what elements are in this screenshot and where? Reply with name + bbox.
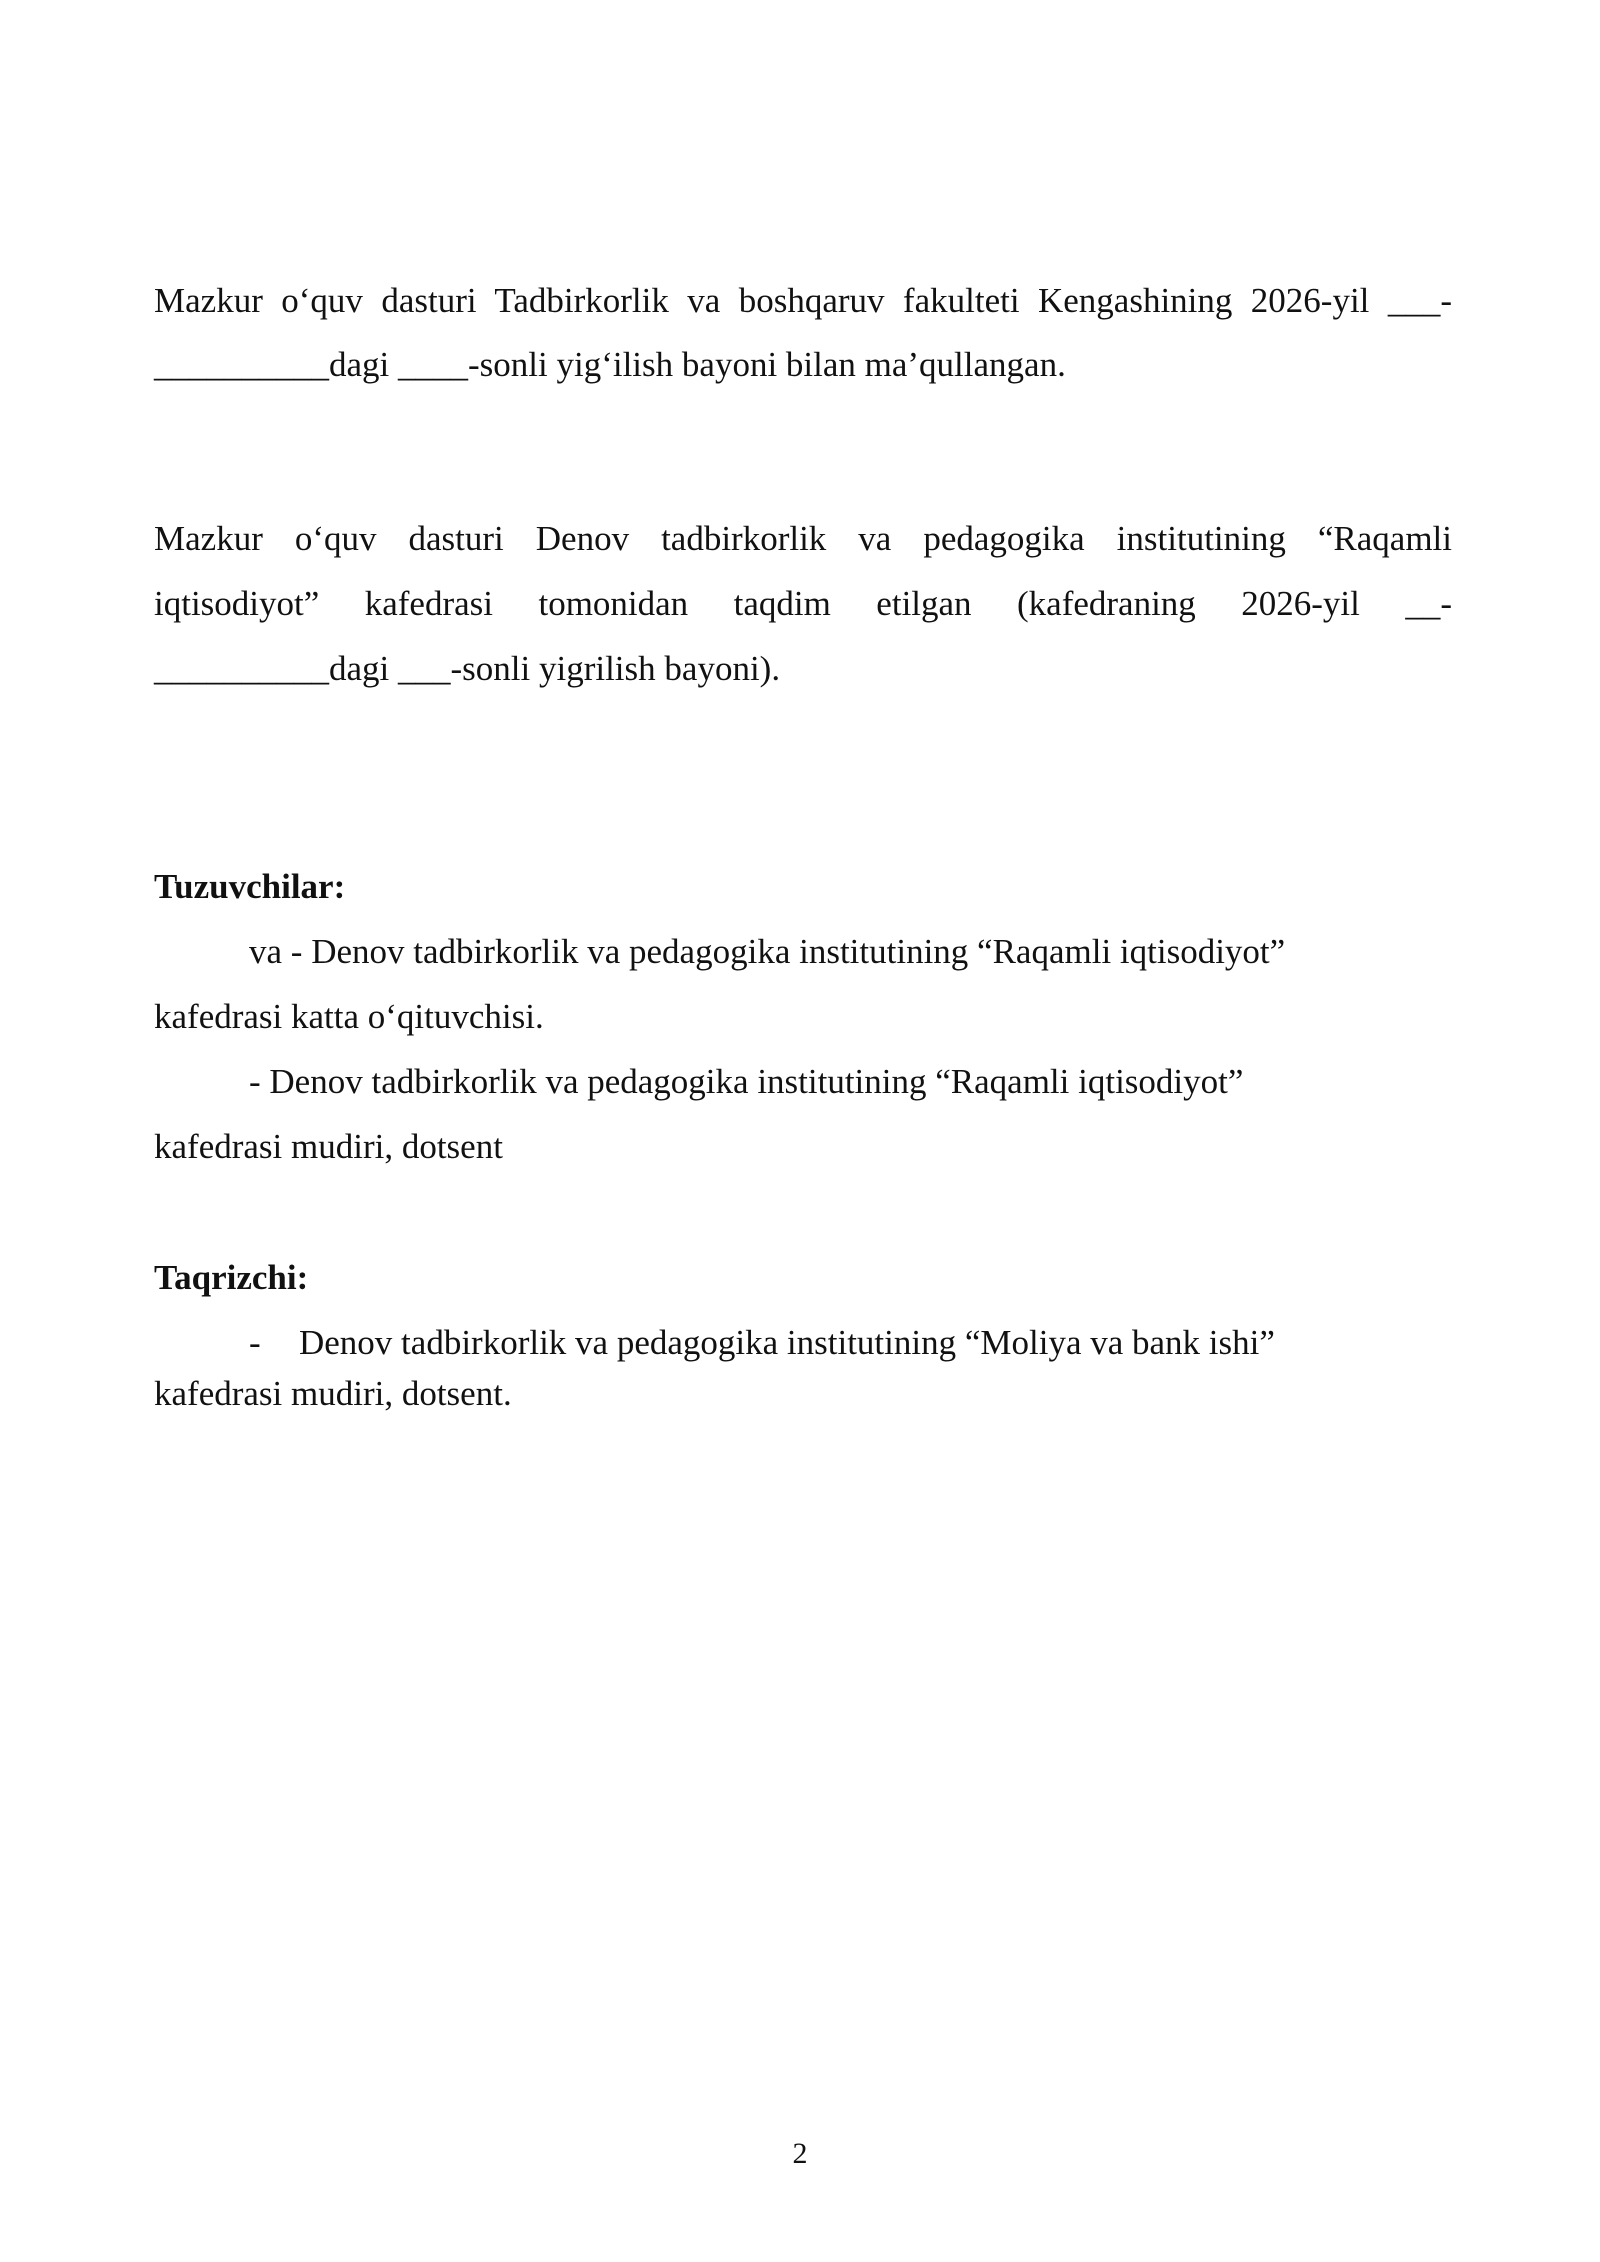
department-approval-line-1: Mazkur o‘quv dasturi Denov tadbirkorlik va pedagogika institutining “Raqamli [154,519,1452,558]
faculty-approval-line-2: __________dagi ____-sonli yig‘ilish bayoni bilan ma’qullangan. [154,345,1066,384]
reviewer-line-1: Denov tadbirkorlik va pedagogika institutining “Moliya va bank ishi” [299,1323,1275,1362]
page-number: 2 [792,2137,808,2170]
author-2-line-1: - Denov tadbirkorlik va pedagogika institutining “Raqamli iqtisodiyot” [249,1062,1244,1101]
author-1-line-2: kafedrasi katta o‘qituvchisi. [154,997,544,1036]
author-1-line-1: va - Denov tadbirkorlik va pedagogika institutining “Raqamli iqtisodiyot” [249,932,1286,971]
reviewer-heading: Taqrizchi: [154,1258,309,1297]
reviewer-dash: - [249,1323,261,1362]
department-approval-line-2: iqtisodiyot” kafedrasi tomonidan taqdim etilgan (kafedraning 2026-yil __- [154,584,1452,623]
reviewer-line-2: kafedrasi mudiri, dotsent. [154,1374,512,1413]
author-2-line-2: kafedrasi mudiri, dotsent [154,1127,503,1166]
department-approval-line-3: __________dagi ___-sonli yigrilish bayoni). [154,649,781,688]
authors-heading: Tuzuvchilar: [154,867,346,906]
faculty-approval-line-1: Mazkur o‘quv dasturi Tadbirkorlik va boshqaruv fakulteti Kengashining 2026-yil ___- [154,281,1452,320]
